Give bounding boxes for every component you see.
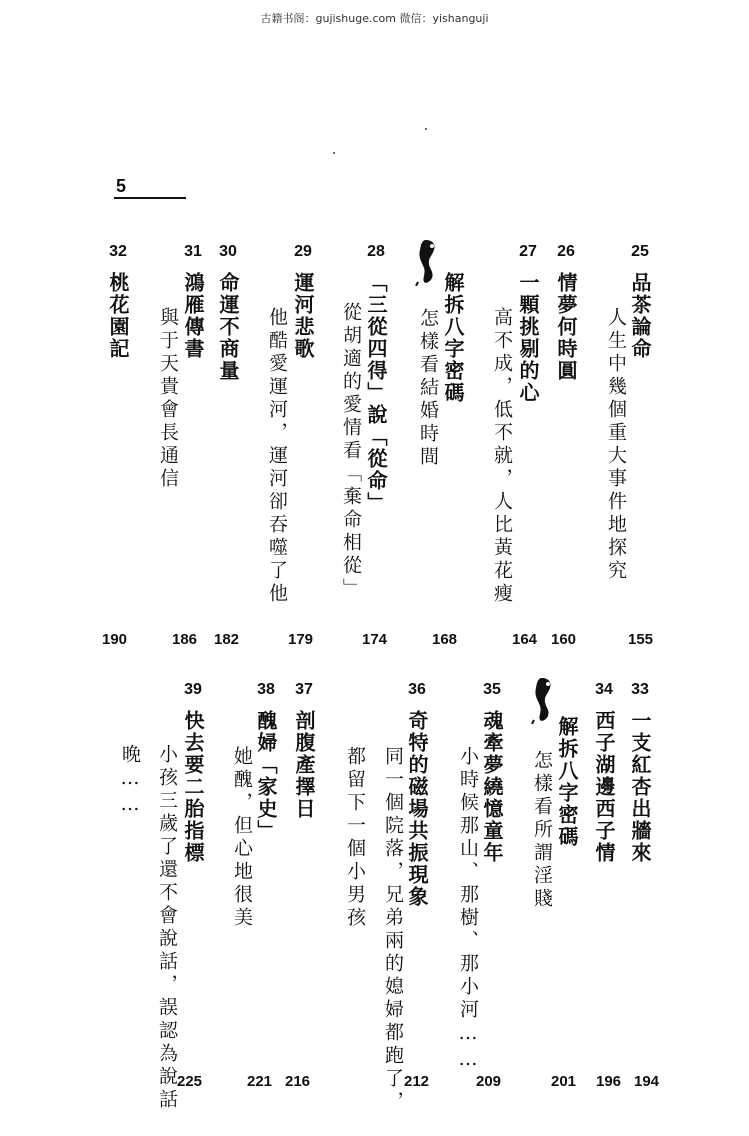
- chapter-number: 27: [519, 243, 537, 260]
- chapter-subtitle: 她醜，但心地很美: [231, 746, 253, 930]
- toc-entry-29[interactable]: [293, 242, 313, 360]
- chapter-number: 28: [367, 243, 385, 260]
- chapter-title: 魂牽夢繞憶童年: [480, 710, 504, 864]
- chapter-title: 快去要二胎指標: [181, 710, 205, 864]
- chapter-title: 解拆八字密碼: [555, 716, 579, 848]
- toc-entry-32[interactable]: [108, 242, 128, 360]
- chapter-number: 34: [595, 681, 613, 698]
- chapter-title: 桃花園記: [106, 272, 130, 360]
- chapter-subtitle: 他酷愛運河，運河卻吞噬了他: [266, 307, 288, 606]
- toc-entry-39[interactable]: [183, 680, 203, 864]
- toc-subtitle-25: [606, 307, 625, 583]
- ink-brush-icon: [412, 238, 442, 286]
- chapter-subtitle: 與于天貴會長通信: [157, 307, 179, 491]
- toc-page-secret-bottom: 201: [551, 1073, 577, 1090]
- chapter-number: 26: [557, 243, 575, 260]
- chapter-subtitle: 怎樣看結婚時間: [417, 308, 439, 469]
- chapter-title: 奇特的磁場共振現象: [405, 710, 429, 908]
- chapter-title: 「三從四得」說「從命」: [364, 272, 388, 514]
- chapter-subtitle: 人生中幾個重大事件地探究: [605, 307, 627, 583]
- chapter-subtitle: 怎樣看所謂淫賤: [531, 750, 553, 911]
- toc-page-25: 155: [628, 631, 654, 648]
- toc-page-30: 182: [214, 631, 240, 648]
- toc-entry-secret-bottom[interactable]: [557, 716, 577, 848]
- toc-entry-35[interactable]: [482, 680, 502, 864]
- toc-subtitle-27: [492, 307, 511, 606]
- toc-entry-26[interactable]: [556, 242, 576, 382]
- toc-subtitle-36-cont: [345, 746, 364, 930]
- chapter-number: 30: [219, 243, 237, 260]
- chapter-subtitle: 小時候那山、那樹、那小河……: [457, 746, 479, 1074]
- chapter-title: 醜婦「家史」: [254, 710, 278, 842]
- chapter-title: 解拆八字密碼: [441, 272, 465, 404]
- chapter-title: 命運不商量: [216, 272, 240, 382]
- toc-page-26: 160: [551, 631, 577, 648]
- toc-page-32: 190: [102, 631, 128, 648]
- toc-subtitle-36: [383, 746, 402, 1114]
- chapter-number: 29: [294, 243, 312, 260]
- chapter-subtitle: 高不成，低不就，人比黃花瘦: [491, 307, 513, 606]
- chapter-title: 運河悲歌: [291, 272, 315, 360]
- chapter-subtitle: 同一個院落，兄弟兩的媳婦都跑了，: [382, 746, 404, 1114]
- toc-page-36: 212: [404, 1073, 430, 1090]
- watermark: 古籍书阁：gujishuge.com 微信：yishanguji: [260, 12, 489, 25]
- chapter-subtitle: 小孩三歲了還不會說話，誤認為說話: [156, 744, 178, 1112]
- chapter-number: 33: [631, 681, 649, 698]
- chapter-title: 剖腹產擇日: [292, 710, 316, 820]
- toc-page-33: 194: [634, 1073, 660, 1090]
- chapter-number: 35: [483, 681, 501, 698]
- toc-subtitle-29: [267, 307, 286, 606]
- toc-page-28: 174: [362, 631, 388, 648]
- chapter-title: 西子湖邊西子情: [592, 710, 616, 864]
- toc-subtitle-31: [158, 307, 177, 491]
- toc-subtitle-39: [157, 744, 176, 1112]
- toc-page-38: 221: [247, 1073, 273, 1090]
- toc-entry-25[interactable]: [630, 242, 650, 360]
- toc-subtitle-secret-bottom: [532, 750, 551, 911]
- toc-entry-36[interactable]: [407, 680, 427, 908]
- chapter-title: 品茶論命: [628, 272, 652, 360]
- toc-subtitle-secret-top: [418, 308, 437, 469]
- chapter-title: 情夢何時圓: [554, 272, 578, 382]
- toc-page-35: 209: [476, 1073, 502, 1090]
- toc-subtitle-38: [232, 746, 251, 930]
- toc-entry-38[interactable]: [256, 680, 276, 842]
- chapter-number: 39: [184, 681, 202, 698]
- toc-entry-secret-top[interactable]: [443, 272, 463, 404]
- toc-entry-28[interactable]: [366, 242, 386, 514]
- chapter-number: 37: [295, 681, 313, 698]
- toc-entry-37[interactable]: [294, 680, 314, 820]
- toc-subtitle-39-cont: [120, 744, 139, 819]
- chapter-number: 38: [257, 681, 275, 698]
- toc-entry-34[interactable]: [594, 680, 614, 864]
- page-number: 5: [116, 176, 127, 196]
- toc-page-27: 164: [512, 631, 538, 648]
- toc-page-31: 186: [172, 631, 198, 648]
- chapter-subtitle-continued: 晚……: [119, 744, 141, 819]
- toc-entry-30[interactable]: [218, 242, 238, 382]
- chapter-title: 鴻雁傳書: [181, 272, 205, 360]
- chapter-title: 一支紅杏出牆來: [628, 710, 652, 864]
- toc-subtitle-28: [341, 302, 360, 601]
- toc-page-29: 179: [288, 631, 314, 648]
- toc-entry-31[interactable]: [183, 242, 203, 360]
- chapter-number: 32: [109, 243, 127, 260]
- ink-brush-icon: [528, 676, 558, 724]
- chapter-subtitle-continued: 都留下一個小男孩: [344, 746, 366, 930]
- chapter-number: 25: [631, 243, 649, 260]
- toc-subtitle-35: [458, 746, 477, 1074]
- toc-page-secret-top: 168: [432, 631, 458, 648]
- chapter-number: 36: [408, 681, 426, 698]
- chapter-title: 一顆挑剔的心: [516, 272, 540, 404]
- toc-page-34: 196: [596, 1073, 622, 1090]
- toc-page-39: 225: [177, 1073, 203, 1090]
- toc-entry-33[interactable]: [630, 680, 650, 864]
- chapter-number: 31: [184, 243, 202, 260]
- toc-entry-27[interactable]: [518, 242, 538, 404]
- speck: [425, 128, 427, 130]
- chapter-subtitle: 從胡適的愛情看「棄命相從」: [340, 302, 362, 601]
- page-number-rule: [114, 197, 186, 199]
- toc-page-37: 216: [285, 1073, 311, 1090]
- speck: [333, 152, 335, 154]
